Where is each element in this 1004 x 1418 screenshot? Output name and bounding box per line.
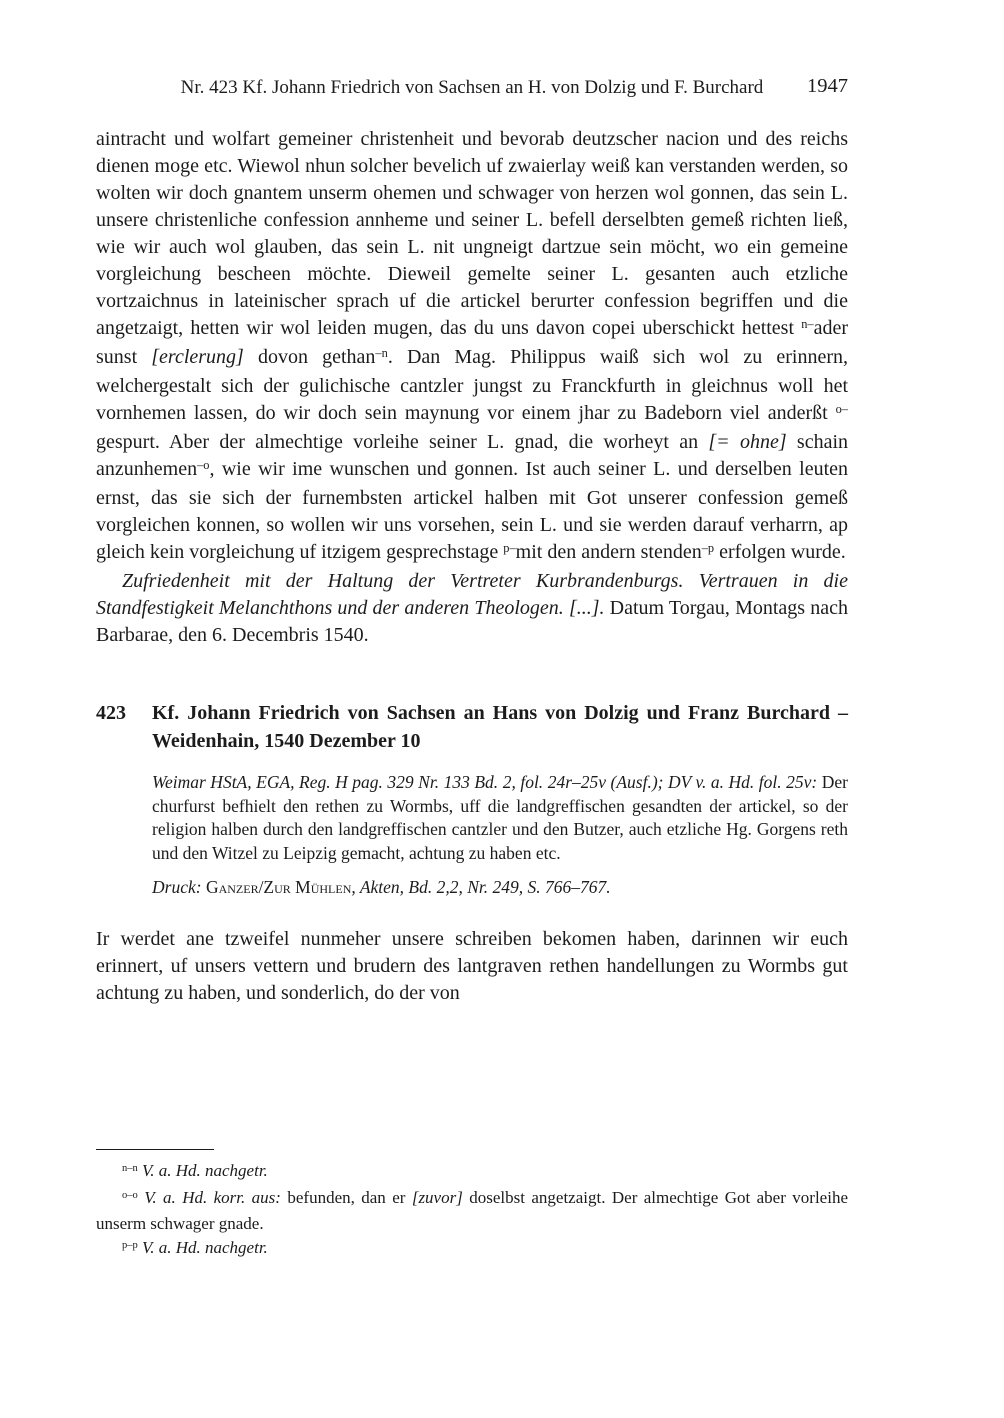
letter-422-summary: Zufriedenheit mit der Haltung der Vertreter Kurbrandenburgs. Vertrauen in die Standfestigkeit Melanchthons und der anderen Theologen. [...]. Datum Torgau, Montags nach Barbarae, den 6. Decembris 1540. [96,570,848,646]
source-apparatus: Weimar HStA, EGA, Reg. H pag. 329 Nr. 133 Bd. 2, fol. 24r–25v (Ausf.); DV v. a. Hd. fol. 25v: Der churfurst befhielt den rethen zu Wormbs, uff die landgreffischen gesandten der artickel, so der religion halben durch den landgreffischen cantzler und den Butzer, auch etzliche Hg. Gorgens reth und den Witzel zu Leipzig gemacht, achtung zu haben etc. [152,772,848,863]
footnote-o: $^{o-o}$ V. a. Hd. korr. aus: befunden, dan er [zuvor] doselbst angetzaigt. Der almechtige Got aber vorleihe unserm schwager gnade. [96,1187,848,1233]
footnote-separator-rule [96,1149,214,1150]
print-reference: Druck: Ganzer/Zur Mühlen, Akten, Bd. 2,2, Nr. 249, S. 766–767. [152,877,611,897]
footnote-n: $^{n-n}$ V. a. Hd. nachgetr. [122,1161,268,1180]
running-header [96,76,848,100]
page-number: 1947 [807,75,848,97]
entry-number: 423 [96,702,126,724]
footnotes-section [96,1149,848,1262]
running-head-title: Nr. 423 Kf. Johann Friedrich von Sachsen an H. von Dolzig und F. Burchard [180,77,764,98]
entry-title: Kf. Johann Friedrich von Sachsen an Hans von Dolzig und Franz Burchard – Weidenhain, 1540 Dezember 10 [152,702,848,752]
letter-423-text: Ir werdet ane tzweifel nunmeher unsere schreiben bekomen haben, darinnen wir euch erinnert, uf unsers vettern und brudern des lantgraven rethen handellungen zu Wormbs gut achtung zu haben, und sonderlich, do der von [96,927,848,1004]
letter-422-continuation-text: aintracht und wolfart gemeiner christenheit und bevorab deutzscher nacion und des reichs dienen moge etc. Wiewol nhun solcher bevelich uf zwaierlay weiß kan verstanden werden, so wolten wir doch gnantem unserm ohemen und schwager von herzen wol gonnen, das sein L. unsere christenliche confession annheme und seiner L. befell derselbten gemeß richten ließ, wie wir auch wol glauben, das sein L. nit ungneigt dartzue sein möcht, wo ein gemeine vorgleichung bescheen möchte. Dieweil gemelte seiner L. gesanten auch etzliche vortzaichnus in lateinischer sprach uf die artickel berurter confession begriffen und die angetzaigt, hetten wir wol leiden mugen, das du uns davon copei uberschickt hettest $^{n-}$ader sunst [erclerung] dovon gethan$^{-n}$. Dan Mag. Philippus waiß sich wol zu erinnern, welchergestalt sich der gulichische cantzler jungst zu Franckfurth in gleichnus woll het vornhemen lassen, do wir doch sein maynung vor einem jhar zu Badeborn viel anderßt $^{o-}$gespurt. Aber der almechtige vorleihe seiner L. gnad, die worheyt an [= ohne] schain anzunhemen$^{-o}$, wie wir ime wunschen und gonnen. Ist auch seiner L. und derselben leuten ernst, das sie sich der furnembsten artickel halben mit Got unserer confession gemeß vorgleichen konnen, so wollen wir uns vorsehen, sein L. und sie werden darauf verharrn, ap gleich kein vorgleichung uf itzigem gesprechstage $^{p-}$mit den andern stenden$^{-p}$ erfolgen wurde. [96,128,849,563]
letter-423-heading [96,699,848,755]
footnote-p: $^{p-p}$ V. a. Hd. nachgetr. [122,1237,268,1257]
